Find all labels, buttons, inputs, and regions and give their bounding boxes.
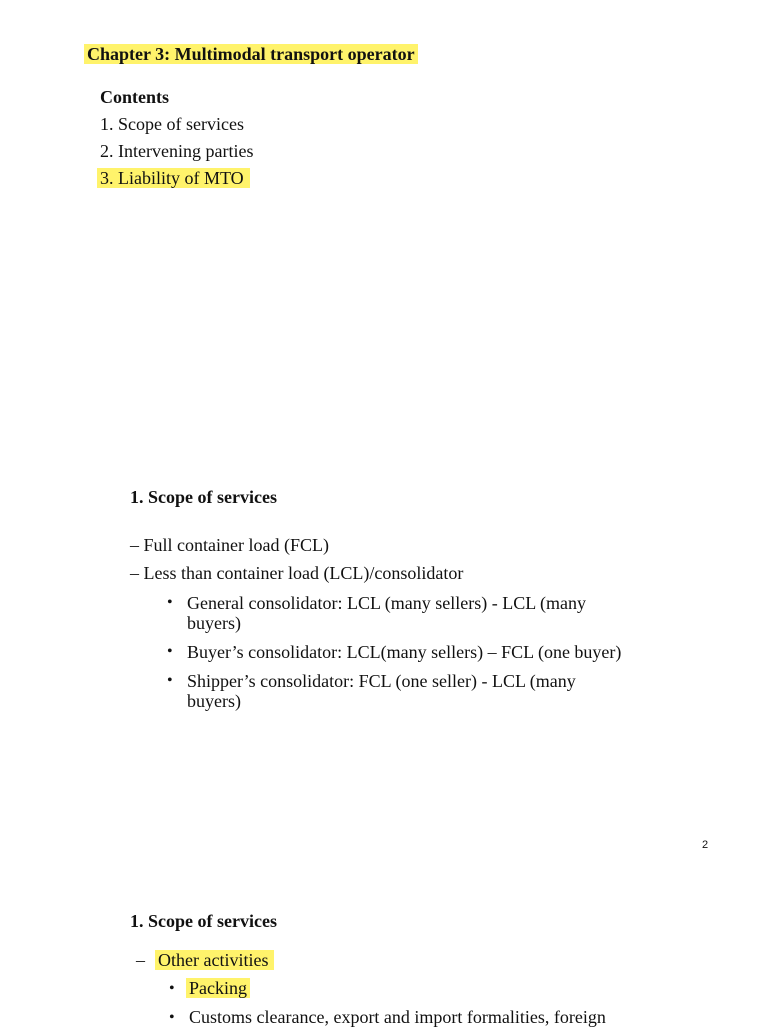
bullet-dot: • [167, 672, 173, 689]
chapter-title: Chapter 3: Multimodal transport operator [84, 44, 418, 65]
slide2-bullet-customs: Customs clearance, export and import formalities, foreign [189, 1007, 606, 1027]
slide1-dash-item-lcl: – Less than container load (LCL)/consolidator [130, 563, 464, 583]
slide2-bullet-packing: Packing [186, 978, 250, 999]
page-number: 2 [702, 839, 709, 851]
bullet-dot: • [167, 594, 173, 611]
slide2-dash-marker: – [136, 950, 145, 970]
slide2-heading: 1. Scope of services [130, 911, 277, 931]
slide2-dash-item-other: Other activities [155, 950, 274, 971]
slide1-bullet-general-line2: buyers) [187, 613, 241, 633]
slide1-heading: 1. Scope of services [130, 487, 277, 507]
slide1-bullet-shipper-line2: buyers) [187, 691, 241, 711]
slide1-bullet-general-line1: General consolidator: LCL (many sellers) - LCL (many [187, 593, 587, 613]
slide1-bullet-shipper-line1: Shipper’s consolidator: FCL (one seller) - LCL (many [187, 671, 576, 691]
contents-heading: Contents [100, 87, 170, 107]
bullet-dot: • [169, 1009, 175, 1026]
slide1-bullet-buyer: Buyer’s consolidator: LCL(many sellers) – FCL (one buyer) [187, 642, 622, 662]
bullet-dot: • [167, 643, 173, 660]
contents-item-scope: 1. Scope of services [100, 114, 244, 134]
bullet-dot: • [169, 980, 175, 997]
contents-item-liability: 3. Liability of MTO [97, 168, 250, 189]
contents-item-parties: 2. Intervening parties [100, 141, 254, 161]
slide1-dash-item-fcl: – Full container load (FCL) [130, 535, 329, 555]
